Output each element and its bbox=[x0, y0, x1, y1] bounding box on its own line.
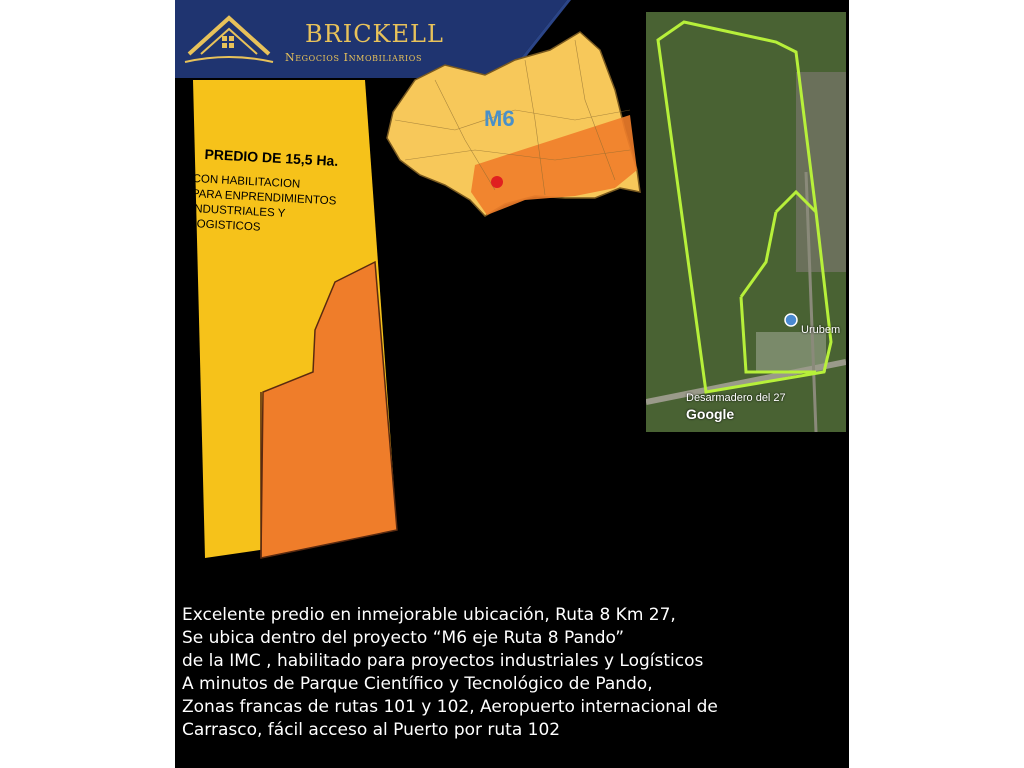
brand-name: BRICKELL bbox=[305, 20, 444, 48]
description-line: Zonas francas de rutas 101 y 102, Aeropuerto internacional de bbox=[182, 697, 718, 717]
location-marker bbox=[491, 176, 503, 188]
description-line: de la IMC , habilitado para proyectos industriales y Logísticos bbox=[182, 651, 704, 671]
description-line: A minutos de Parque Científico y Tecnológico de Pando, bbox=[182, 674, 653, 694]
description-line: Carrasco, fácil acceso al Puerto por ruta 102 bbox=[182, 720, 561, 740]
plot-description-line: CON HABILITACION bbox=[192, 172, 301, 191]
poi-marker-icon bbox=[785, 314, 797, 326]
plot-description-line: LOGISTICOS bbox=[189, 217, 261, 234]
plot-description-line: PARA ENPRENDIMIENTOS bbox=[191, 187, 337, 208]
satellite-image bbox=[646, 12, 846, 432]
satellite-map bbox=[646, 12, 846, 432]
description-line: Se ubica dentro del proyecto “M6 eje Ruta 8 Pando” bbox=[182, 628, 625, 648]
region-label: M6 bbox=[484, 106, 515, 131]
plot-description bbox=[190, 172, 383, 242]
satellite-poi-label: Urubem bbox=[801, 324, 841, 336]
description-line: Excelente predio en inmejorable ubicación, Ruta 8 Km 27, bbox=[182, 605, 676, 625]
plot-description-line: INDUSTRIALES Y bbox=[190, 202, 286, 220]
satellite-road-label: Desarmadero del 27 bbox=[686, 392, 786, 404]
google-logo: Google bbox=[686, 406, 735, 422]
listing-description bbox=[182, 604, 849, 742]
brand-subtitle: Negocios Inmobiliarios bbox=[285, 51, 423, 64]
plot-title: PREDIO DE 15,5 Ha. bbox=[204, 146, 339, 169]
listing-poster bbox=[175, 0, 849, 768]
